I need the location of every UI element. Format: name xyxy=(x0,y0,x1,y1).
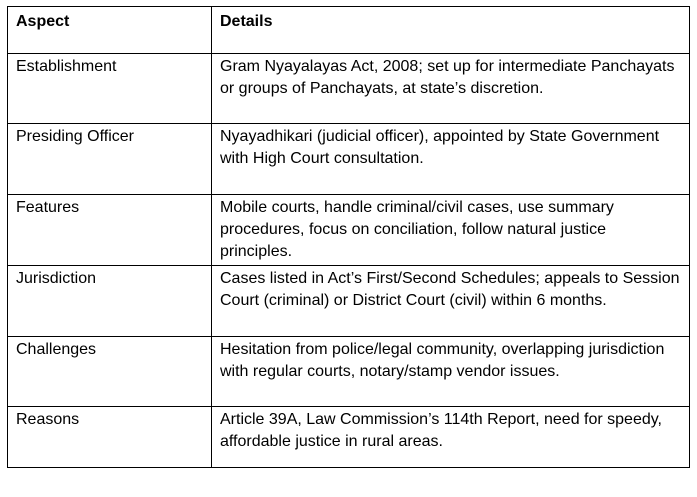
table-row xyxy=(8,407,690,468)
table-header-row xyxy=(8,7,690,54)
table-row xyxy=(8,195,690,266)
cell-aspect: Establishment xyxy=(8,54,212,124)
table-row xyxy=(8,54,690,124)
cell-details: Cases listed in Act’s First/Second Schedules; appeals to Session Court (criminal) or District Court (civil) within 6 months. xyxy=(212,266,690,337)
table-row xyxy=(8,266,690,337)
header-aspect: Aspect xyxy=(8,7,212,54)
cell-aspect: Challenges xyxy=(8,337,212,407)
gram-nyayalaya-table-container xyxy=(7,6,690,468)
gram-nyayalaya-table xyxy=(7,6,690,468)
table-row xyxy=(8,337,690,407)
cell-details: Gram Nyayalayas Act, 2008; set up for intermediate Panchayats or groups of Panchayats, at state’s discretion. xyxy=(212,54,690,124)
table-row xyxy=(8,124,690,195)
cell-aspect: Presiding Officer xyxy=(8,124,212,195)
cell-details: Mobile courts, handle criminal/civil cases, use summary procedures, focus on conciliation, follow natural justice principles. xyxy=(212,195,690,266)
cell-details: Nyayadhikari (judicial officer), appointed by State Government with High Court consultation. xyxy=(212,124,690,195)
cell-aspect: Jurisdiction xyxy=(8,266,212,337)
cell-aspect: Reasons xyxy=(8,407,212,468)
cell-aspect: Features xyxy=(8,195,212,266)
cell-details: Hesitation from police/legal community, overlapping jurisdiction with regular courts, notary/stamp vendor issues. xyxy=(212,337,690,407)
header-details: Details xyxy=(212,7,690,54)
cell-details: Article 39A, Law Commission’s 114th Report, need for speedy, affordable justice in rural areas. xyxy=(212,407,690,468)
